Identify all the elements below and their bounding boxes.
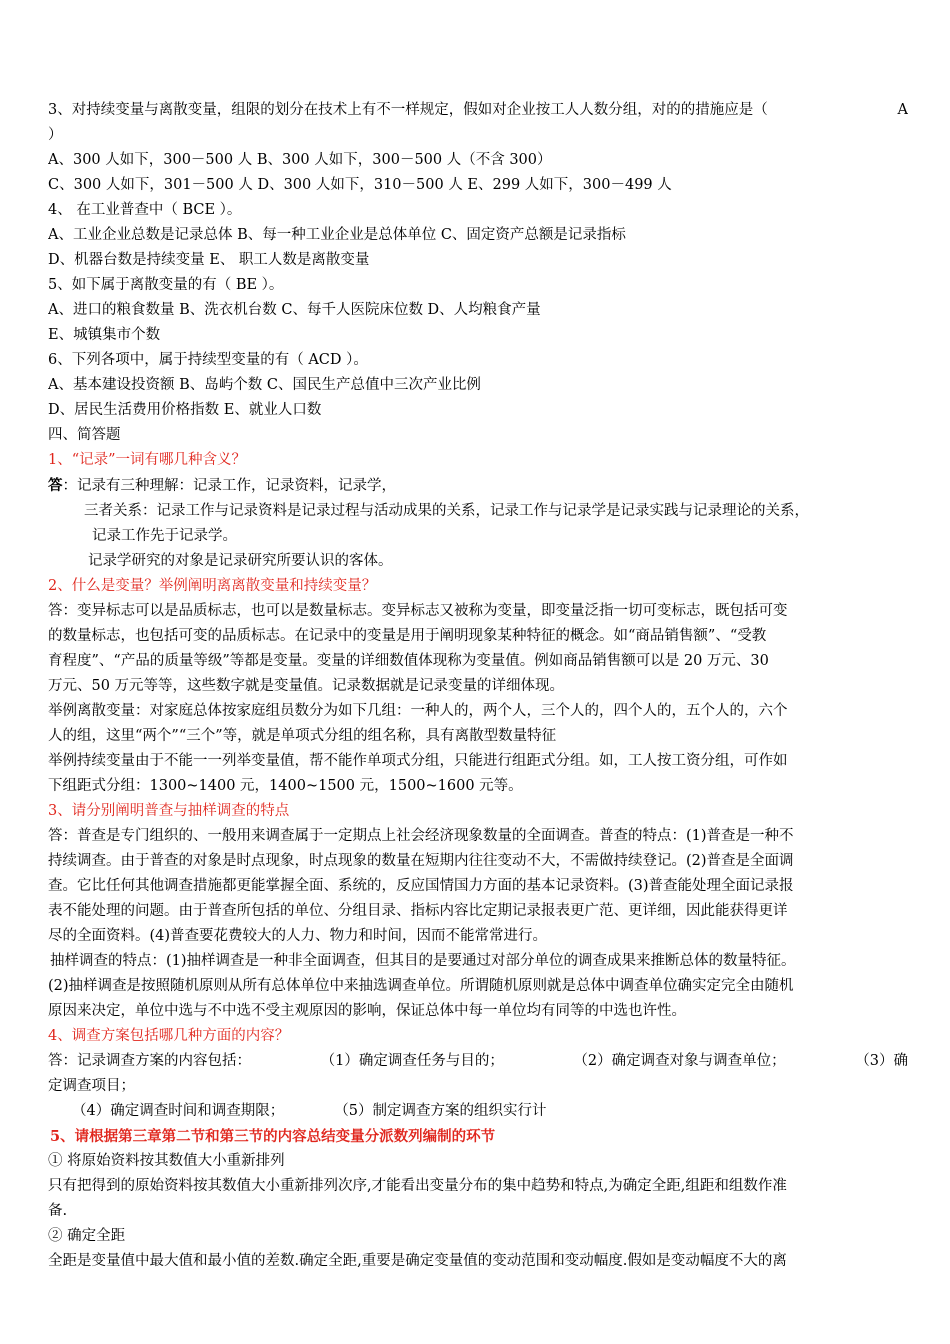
document-page xyxy=(48,98,908,1274)
q4-options-abc: A、工业企业总数是记录总体 B、每一种工业企业是总体单位 C、固定资产总额是记录指标 xyxy=(48,227,626,243)
s3-title: 3、请分别阐明普查与抽样调查的特点 xyxy=(48,803,290,819)
s1-para1b: 记录工作先于记录学。 xyxy=(92,528,237,544)
s2-line: 举例持续变量由于不能一一列举变量值，帮不能作单项式分组，只能进行组距式分组。如，工人按工资分组，可作如 xyxy=(48,753,788,769)
s4-item: （4）确定调查时间和调查期限； xyxy=(72,1103,285,1119)
s5-desc: 只有把得到的原始资料按其数值大小重新排列次序,才能看出变量分布的集中趋势和特点,为确定全距,组距和组数作准 xyxy=(48,1178,787,1194)
q4-stem: 4、 在工业普查中（ BCE ）。 xyxy=(48,202,242,218)
q3-stem-line xyxy=(48,98,908,123)
s2-line: 万元、50 万元等等，这些数字就是变量值。记录数据就是记录变量的详细体现。 xyxy=(48,678,565,694)
s3-line: 表不能处理的问题。由于普查所包括的单位、分组目录、指标内容比定期记录报表更广范、更详细，因此能获得更详 xyxy=(48,903,788,919)
s2-line: 人的组，这里“两个”“三个”等，就是单项式分组的组名称，具有离散型数量特征 xyxy=(48,728,557,744)
s3-line: 答：普查是专门组织的、一般用来调查属于一定期点上社会经济现象数量的全面调查。普查的特点：(1)普查是一种不 xyxy=(48,828,794,844)
s2-line: 下组距式分组：1300~1400 元，1400~1500 元，1500~1600 元等。 xyxy=(48,778,523,794)
q3-answer: A xyxy=(897,102,908,118)
s4-items-row xyxy=(48,1049,908,1074)
s4-item: （1）确定调查任务与目的； xyxy=(320,1053,504,1069)
s1-para1a: 三者关系：记录工作与记录资料是记录过程与活动成果的关系，记录工作与记录学是记录实践与记录理论的关系， xyxy=(84,503,809,519)
s1-title: 1、“记录”一词有哪几种含义？ xyxy=(48,452,247,468)
s2-line: 答：变异标志可以是品质标志，也可以是数量标志。变异标志又被称为变量，即变量泛指一切可变标志，既包括可变 xyxy=(48,603,788,619)
s1-answer-text: ：记录有三种理解：记录工作，记录资料，记录学， xyxy=(62,478,396,494)
s4-item: （5）制定调查方案的组织实行计 xyxy=(334,1103,547,1119)
s3-line: 原因来决定，单位中选与不中选不受主观原因的影响，保证总体中每一单位均有同等的中选也许性。 xyxy=(48,1003,686,1019)
s4-item: （2）确定调查对象与调查单位； xyxy=(573,1053,786,1069)
s1-answer-label: 答 xyxy=(48,477,63,494)
s5-desc: 全距是变量值中最大值和最小值的差数.确定全距,重要是确定变量值的变动范围和变动幅度.假如是变动幅度不大的离 xyxy=(48,1253,787,1269)
s5-desc: 备. xyxy=(48,1203,68,1219)
s3-line: (2)抽样调查是按照随机原则从所有总体单位中来抽选调查单位。所谓随机原则就是总体中调查单位确实定完全由随机 xyxy=(48,978,794,994)
s2-line: 育程度”、“产品的质量等级”等都是变量。变量的详细数值体现称为变量值。例如商品销售额可以是 20 万元、30 xyxy=(48,653,769,669)
s2-line: 的数量标志，也包括可变的品质标志。在记录中的变量是用于阐明现象某种特征的概念。如“商品销售额”、“受教 xyxy=(48,628,767,644)
s4-lead: 答：记录调查方案的内容包括： xyxy=(48,1053,251,1069)
q3-options-ab: A、300 人如下，300－500 人 B、300 人如下，300－500 人（不含 300） xyxy=(48,152,552,168)
s4-item-continued: 定调查项目； xyxy=(48,1078,135,1094)
s5-step: ① 将原始资料按其数值大小重新排列 xyxy=(48,1153,285,1169)
q5-options-abcd: A、进口的粮食数量 B、洗衣机台数 C、每千人医院床位数 D、人均粮食产量 xyxy=(48,302,541,318)
s3-line: 抽样调查的特点：(1)抽样调查是一种非全面调查，但其目的是要通过对部分单位的调查成果来推断总体的数量特征。 xyxy=(50,953,796,969)
s3-line: 尽的全面资料。(4)普查要花费较大的人力、物力和时间，因而不能常常进行。 xyxy=(48,928,548,944)
q6-options-de: D、居民生活费用价格指数 E、就业人口数 xyxy=(48,402,322,418)
s1-answer xyxy=(48,473,908,499)
s5-step: ② 确定全距 xyxy=(48,1228,126,1244)
q5-stem: 5、如下属于离散变量的有（ BE ）。 xyxy=(48,277,284,293)
q6-stem: 6、下列各项中，属于持续型变量的有（ ACD ）。 xyxy=(48,352,368,368)
s4-title: 4、调查方案包括哪几种方面的内容？ xyxy=(48,1028,290,1044)
s4-items-row2 xyxy=(48,1099,908,1124)
q3-stem: 3、对持续变量与离散变量，组限的划分在技术上有不一样规定，假如对企业按工人人数分组，对的的措施应是（ xyxy=(48,102,768,118)
s2-title: 2、什么是变量？举例阐明离离散变量和持续变量？ xyxy=(48,578,377,594)
s1-para2: 记录学研究的对象是记录研究所要认识的客体。 xyxy=(88,553,393,569)
q6-options-abc: A、基本建设投资额 B、岛屿个数 C、国民生产总值中三次产业比例 xyxy=(48,377,481,393)
q3-close: ） xyxy=(48,127,63,143)
q4-options-de: D、机器台数是持续变量 E、 职工人数是离散变量 xyxy=(48,252,370,268)
s3-line: 持续调查。由于普查的对象是时点现象，时点现象的数量在短期内往往变动不大，不需做持续登记。(2)普查是全面调 xyxy=(48,853,794,869)
s2-line: 举例离散变量：对家庭总体按家庭组员数分为如下几组：一种人的，两个人，三个人的，四个人的，五个人的，六个 xyxy=(48,703,788,719)
section-title: 四、简答题 xyxy=(48,427,121,443)
s5-title: 5、请根据第三章第二节和第三节的内容总结变量分派数列编制的环节 xyxy=(50,1128,496,1145)
q5-options-e: E、城镇集市个数 xyxy=(48,327,161,343)
q3-options-cde: C、300 人如下，301－500 人 D、300 人如下，310－500 人 E、299 人如下，300－499 人 xyxy=(48,177,672,193)
s3-line: 查。它比任何其他调查措施都更能掌握全面、系统的，反应国情国力方面的基本记录资料。(3)普查能处理全面记录报 xyxy=(48,878,794,894)
s4-item: （3）确 xyxy=(855,1053,908,1069)
